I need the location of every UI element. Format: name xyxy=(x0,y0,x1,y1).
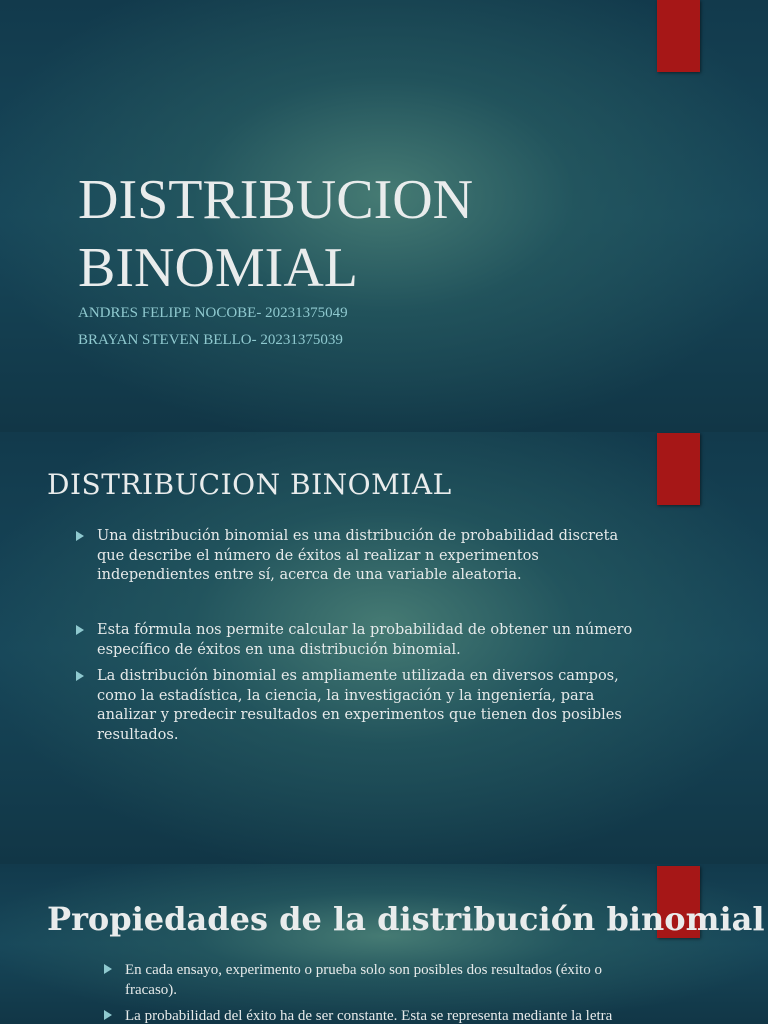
slide-definition xyxy=(0,432,768,864)
slide-properties xyxy=(0,864,768,1024)
bullet-list xyxy=(76,667,636,745)
red-accent-tab xyxy=(657,433,700,505)
bullet-list xyxy=(76,527,636,586)
triangle-bullet-icon xyxy=(104,964,112,974)
list-item xyxy=(76,667,636,745)
triangle-bullet-icon xyxy=(104,1010,112,1020)
bullet-text: Una distribución binomial es una distribución de probabilidad discreta que describe el número de éxitos al realizar n experimentos independientes entre sí, acerca de una variable aleatoria. xyxy=(97,528,619,583)
triangle-bullet-icon xyxy=(76,625,84,635)
list-item xyxy=(76,621,636,660)
list-item xyxy=(76,527,636,586)
list-item xyxy=(104,960,644,1000)
red-accent-tab xyxy=(657,0,700,72)
triangle-bullet-icon xyxy=(76,671,84,681)
bullet-text: En cada ensayo, experimento o prueba solo son posibles dos resultados (éxito o fracaso). xyxy=(125,962,602,998)
slide-heading: DISTRIBUCION BINOMIAL xyxy=(47,468,452,501)
bullet-text: Esta fórmula nos permite calcular la probabilidad de obtener un número específico de éxitos en una distribución binomial. xyxy=(97,622,633,658)
bullet-text: La probabilidad del éxito ha de ser constante. Esta se representa mediante la letra xyxy=(125,1008,613,1024)
title-line-1: DISTRIBUCION xyxy=(78,169,474,231)
author-1: ANDRES FELIPE NOCOBE- 20231375049 xyxy=(78,305,348,321)
bullet-text: La distribución binomial es ampliamente utilizada en diversos campos, como la estadística, la ciencia, la investigación y la ingeniería, para analizar y predecir resultados en experimentos que tienen dos posibles resultados. xyxy=(97,668,622,743)
list-item xyxy=(104,1006,644,1024)
title-line-2: BINOMIAL xyxy=(78,237,358,299)
presentation-title xyxy=(78,166,638,302)
slide-heading: Propiedades de la distribución binomial xyxy=(47,900,765,938)
bullet-list xyxy=(104,1006,644,1024)
bullet-list xyxy=(104,960,644,1000)
author-2: BRAYAN STEVEN BELLO- 20231375039 xyxy=(78,332,343,348)
triangle-bullet-icon xyxy=(76,531,84,541)
slide-title xyxy=(0,0,768,432)
bullet-list xyxy=(76,621,636,660)
